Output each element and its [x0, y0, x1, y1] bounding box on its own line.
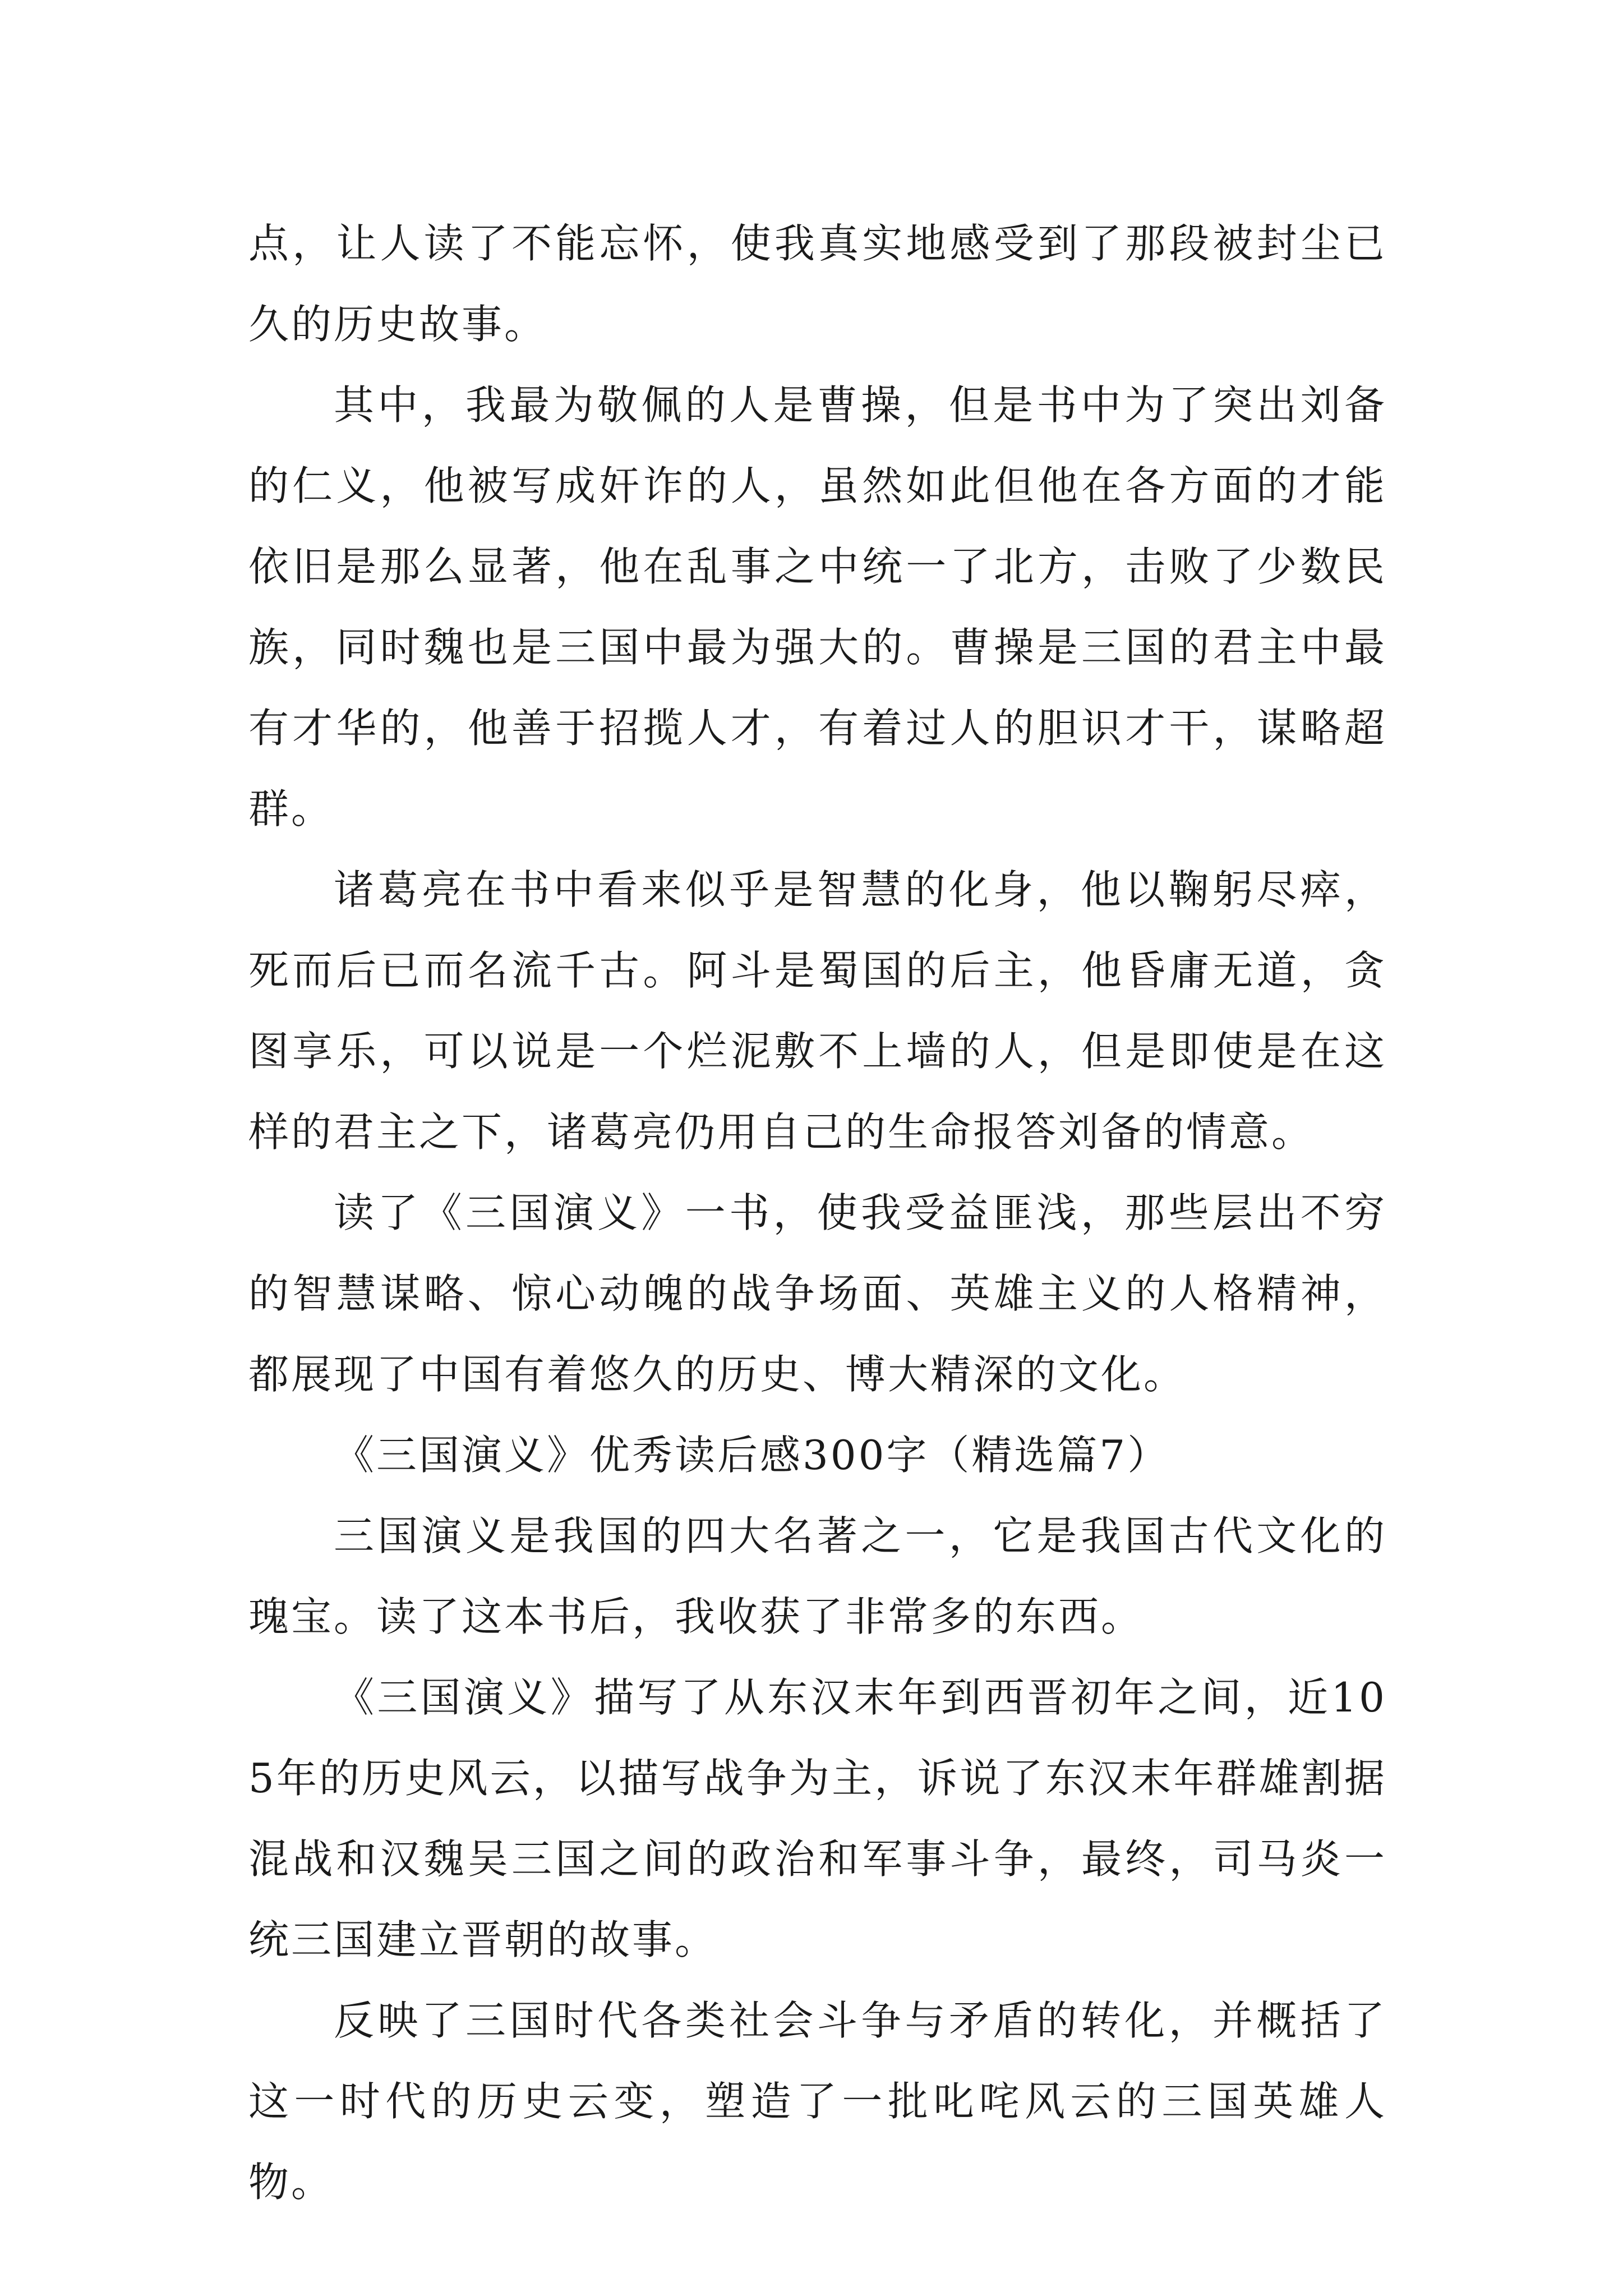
paragraph-6: 《三国演义》描写了从东汉末年到西晋初年之间，近105年的历史风云，以描写战争为主，诉说了东汉末年群雄割据混战和汉魏吴三国之间的政治和军事斗争，最终，司马炎一统三国建立晋朝的故事。 [248, 1674, 1387, 1963]
paragraph-2: 其中，我最为敬佩的人是曹操，但是书中为了突出刘备的仁义，他被写成奸诈的人，虽然如此但他在各方面的才能依旧是那么显著，他在乱事之中统一了北方，击败了少数民族，同时魏也是三国中最为强大的。曹操是三国的君主中最有才华的，他善于招揽人才，有着过人的胆识才干，谋略超群。 [248, 381, 1387, 832]
paragraph-3: 诸葛亮在书中看来似乎是智慧的化身，他以鞠躬尽瘁，死而后已而名流千古。阿斗是蜀国的后主，他昏庸无道，贪图享乐，可以说是一个烂泥敷不上墙的人，但是即使是在这样的君主之下，诸葛亮仍用自己的生命报答刘备的情意。 [248, 866, 1387, 1156]
paragraph-1: 点，让人读了不能忘怀，使我真实地感受到了那段被封尘已久的历史故事。 [248, 220, 1387, 348]
paragraph-5: 三国演义是我国的四大名著之一，它是我国古代文化的瑰宝。读了这本书后，我收获了非常多的东西。 [248, 1512, 1387, 1640]
body-text [248, 203, 1387, 2223]
section-heading: 《三国演义》优秀读后感300字（精选篇7） [334, 1432, 1170, 1479]
paragraph-4: 读了《三国演义》一书，使我受益匪浅，那些层出不穷的智慧谋略、惊心动魄的战争场面、英雄主义的人格精神，都展现了中国有着悠久的历史、博大精深的文化。 [248, 1189, 1387, 1398]
paragraph-7: 反映了三国时代各类社会斗争与矛盾的转化，并概括了这一时代的历史云变，塑造了一批叱咤风云的三国英雄人物。 [248, 1997, 1387, 2206]
